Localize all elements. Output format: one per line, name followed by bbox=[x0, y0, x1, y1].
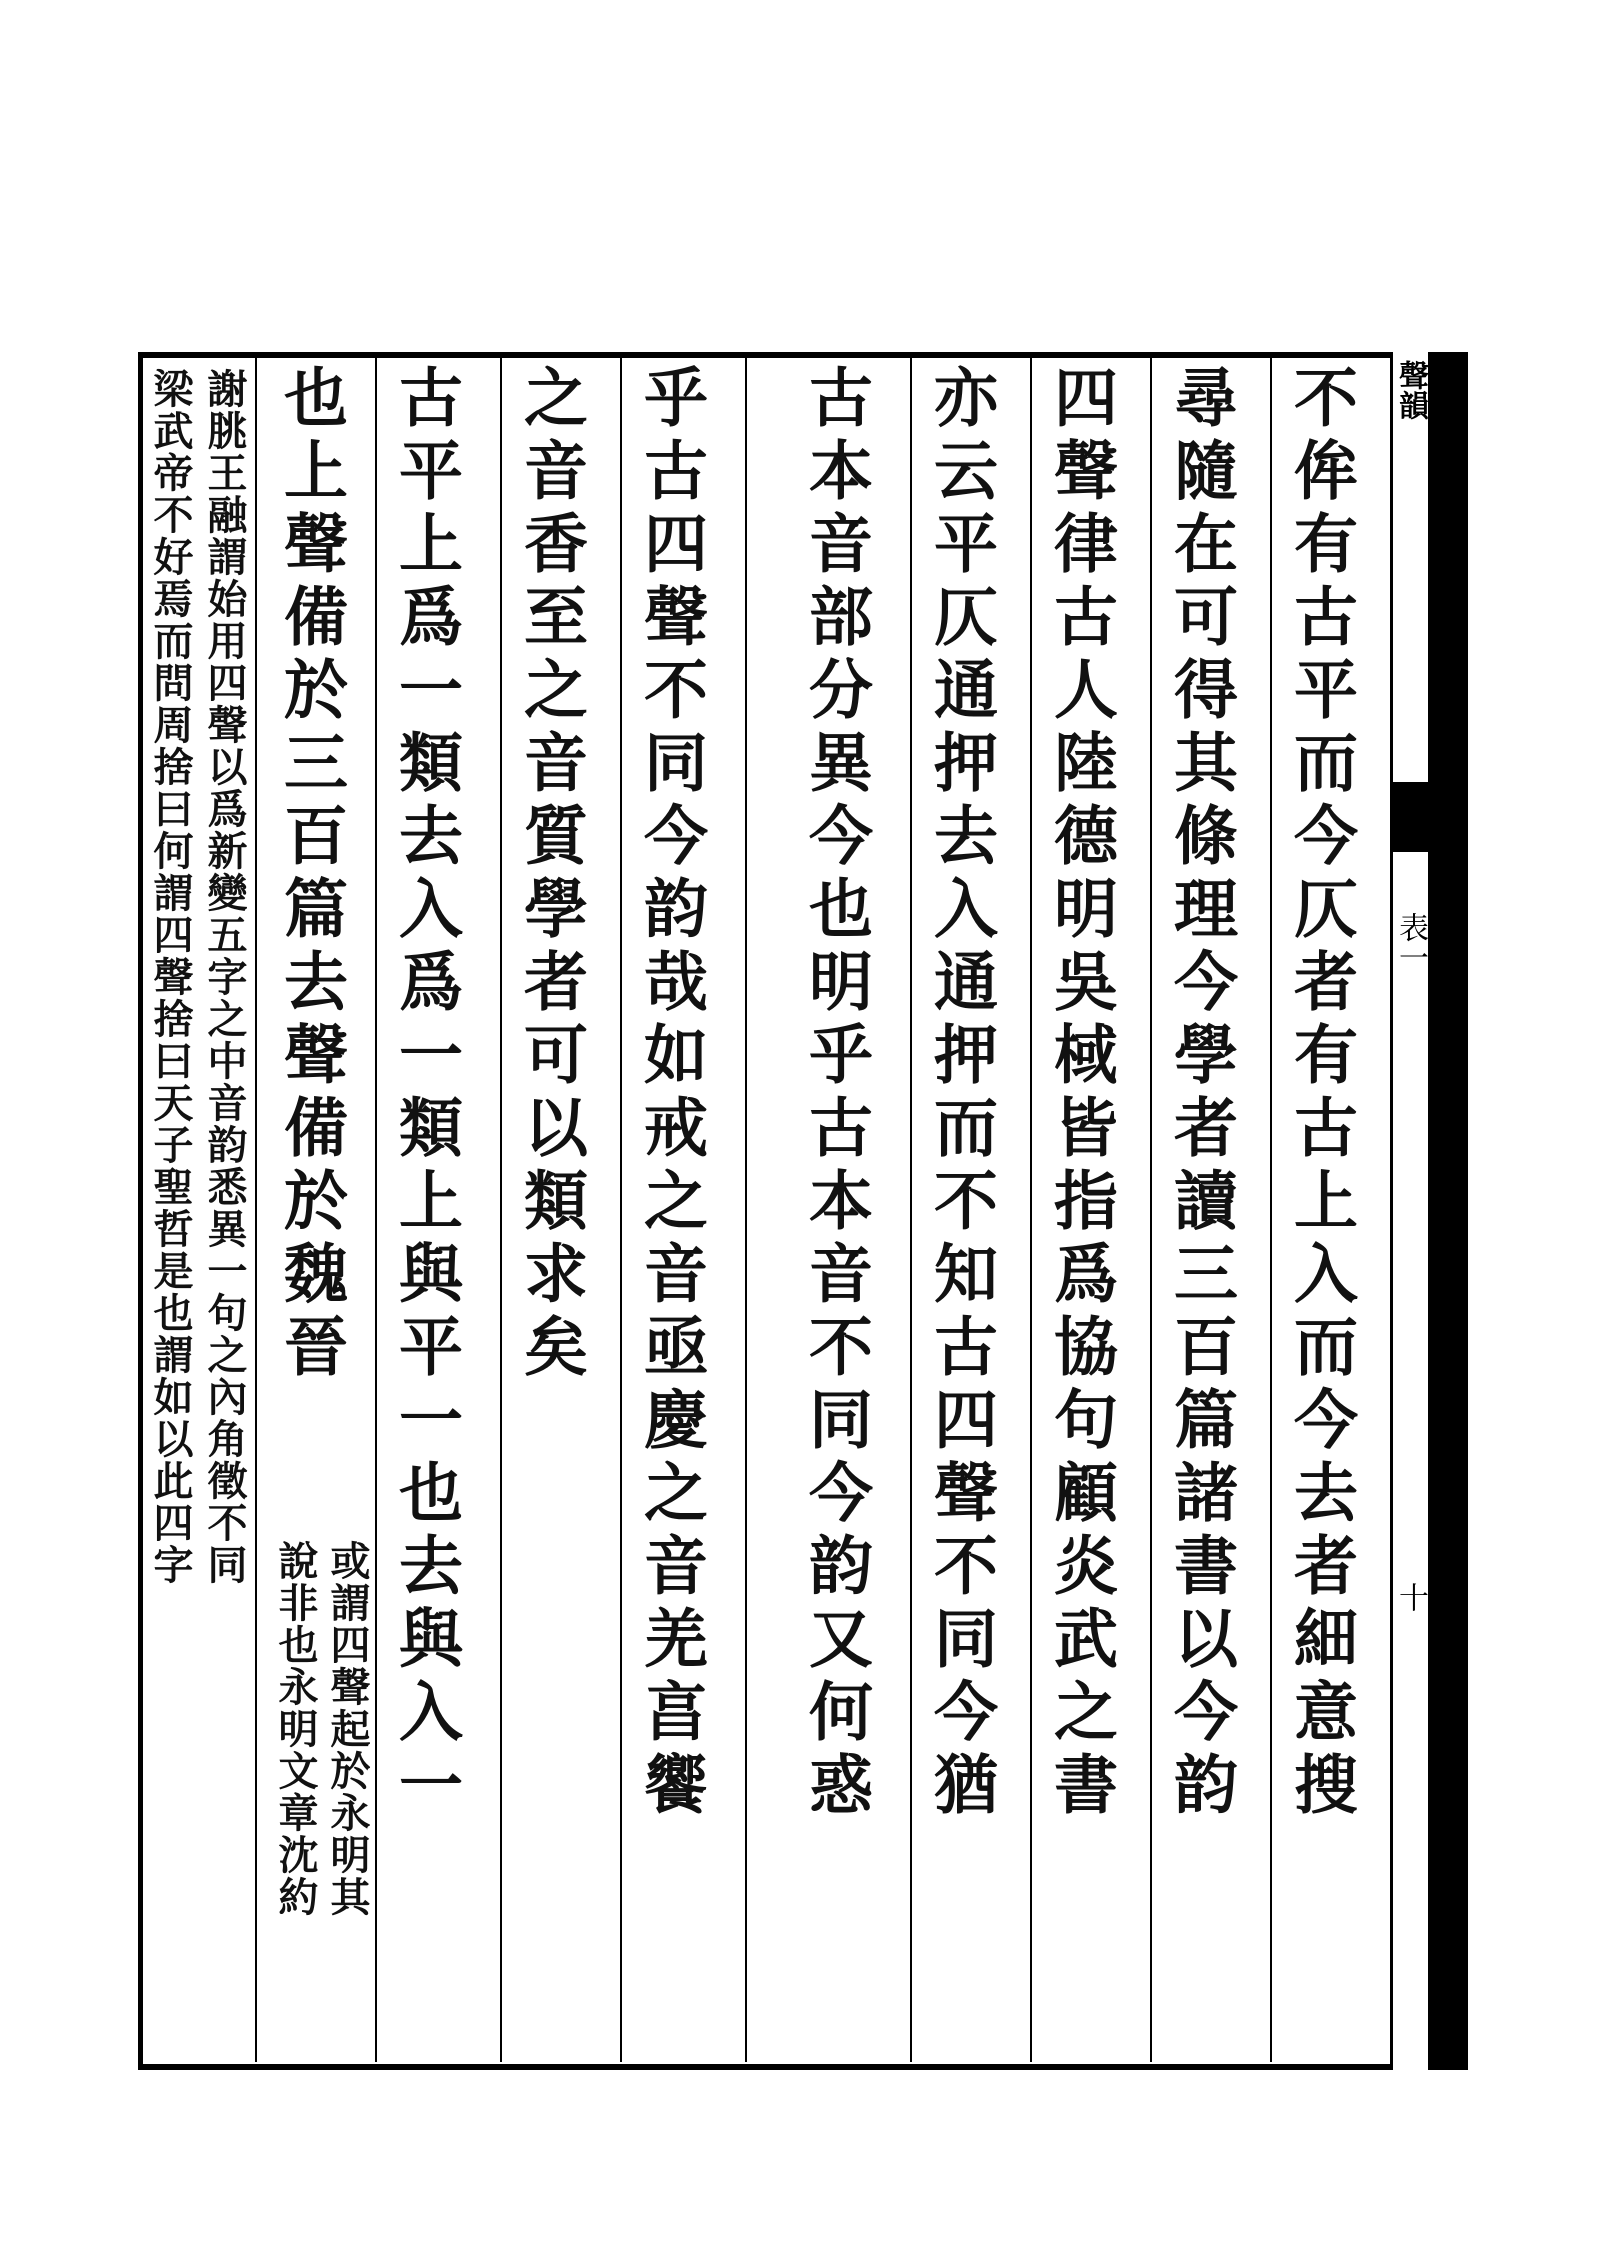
column-rule bbox=[1030, 356, 1032, 2062]
text-column-4: 亦云平仄通押去入通押而不知古四聲不同今猶 bbox=[923, 364, 998, 1824]
page-edge bbox=[1428, 352, 1468, 2070]
text-column-1: 不侔有古平而今仄者有古上入而今去者細意搜 bbox=[1283, 364, 1358, 1824]
inline-note-line-2: 說非也永明文章沈約 bbox=[272, 1540, 319, 1918]
column-rule bbox=[1150, 356, 1152, 2062]
note-column-2: 梁武帝不好焉而問周捨曰何謂四聲捨曰天子聖哲是也謂如以此四字 bbox=[147, 368, 194, 1586]
column-rule bbox=[500, 356, 502, 2062]
text-column-5: 古本音部分異今也明乎古本音不同今韵又何惑 bbox=[798, 364, 873, 1824]
fold-margin bbox=[1390, 352, 1428, 2070]
inline-note-line-1: 或謂四聲起於永明其 bbox=[324, 1540, 371, 1918]
fold-fish-tail bbox=[1393, 782, 1428, 852]
column-rule bbox=[745, 356, 747, 2062]
column-rule bbox=[910, 356, 912, 2062]
text-column-3: 四聲律古人陸德明吳棫皆指爲協句顧炎武之書 bbox=[1043, 364, 1118, 1824]
note-column-1: 謝朓王融謂始用四聲以爲新變五字之中音韵悉異一句之內角徵不同 bbox=[201, 368, 248, 1586]
column-rule bbox=[255, 356, 257, 2062]
fold-title: 聲韻 bbox=[1393, 360, 1428, 420]
text-column-8: 古平上爲一類去入爲一類上與平一也去與入一 bbox=[388, 364, 463, 1824]
text-column-6: 乎古四聲不同今韵哉如戒之音亟慶之音羌亯饗 bbox=[633, 364, 708, 1824]
text-column-2: 尋隨在可得其條理今學者讀三百篇諸書以今韵 bbox=[1163, 364, 1238, 1824]
fold-page-number: 十 bbox=[1393, 1582, 1428, 1612]
text-column-9: 也上聲備於三百篇去聲備於魏晉 bbox=[273, 364, 348, 1386]
text-column-7: 之音香至之音質學者可以類求矣 bbox=[513, 364, 588, 1386]
column-rule bbox=[375, 356, 377, 2062]
fold-volume: 表一 bbox=[1393, 912, 1428, 972]
column-rule bbox=[620, 356, 622, 2062]
column-rule bbox=[1270, 356, 1272, 2062]
